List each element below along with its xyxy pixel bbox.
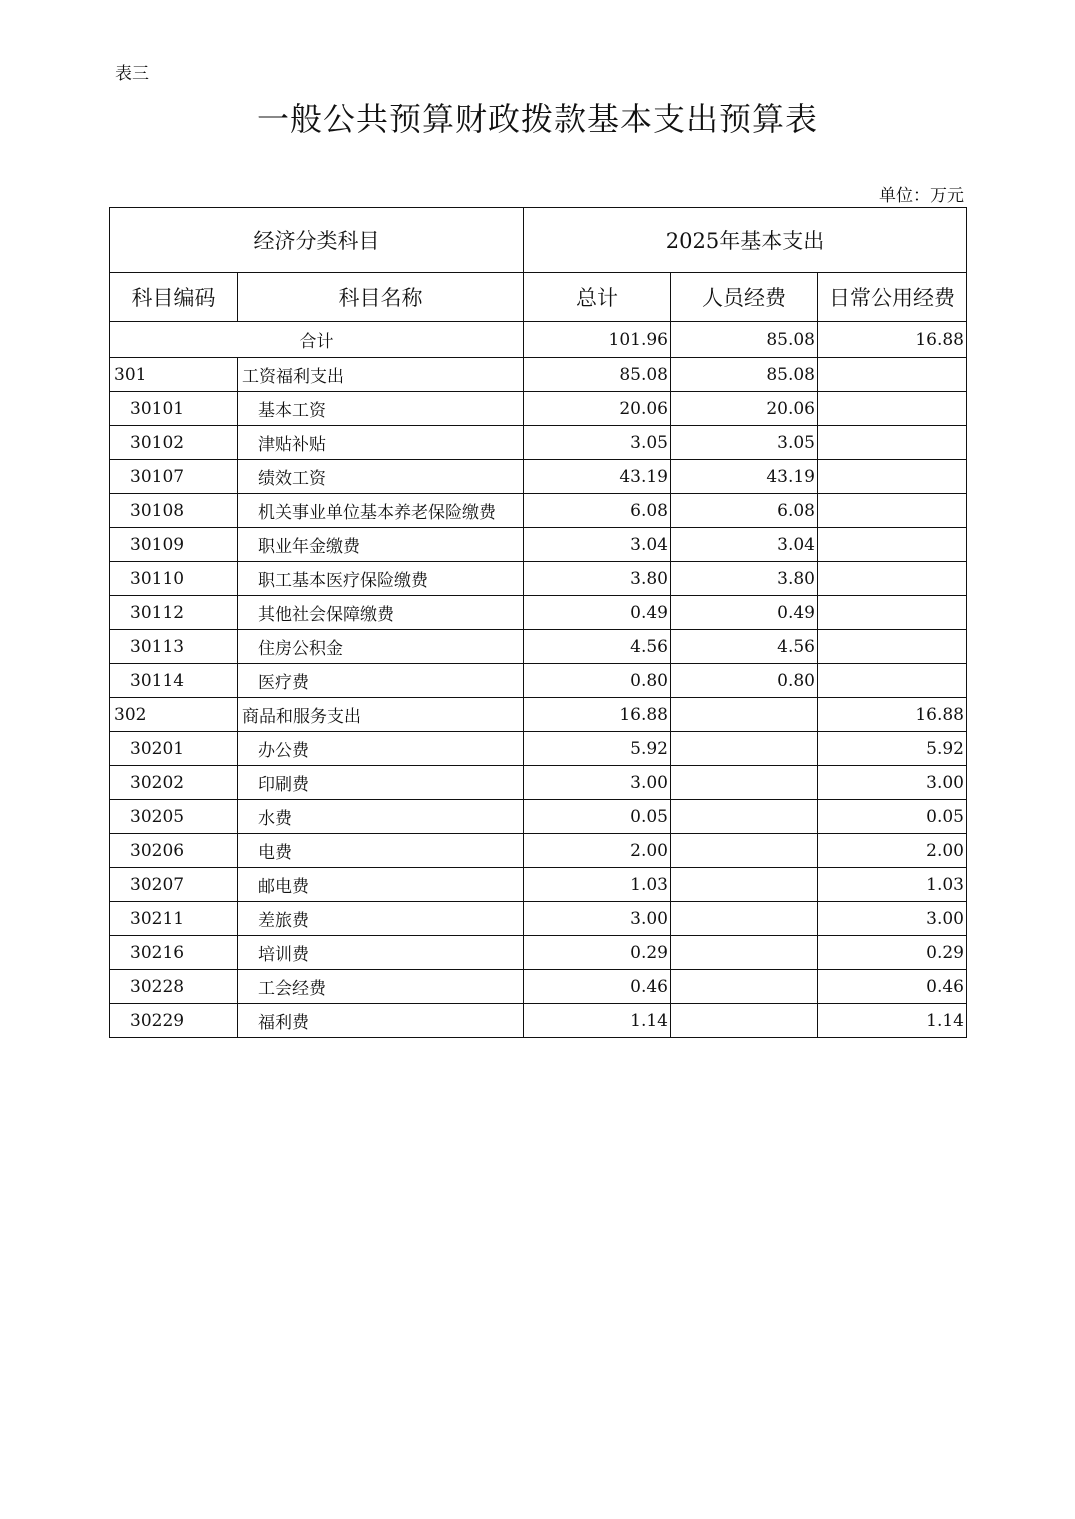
table-row bbox=[110, 936, 967, 970]
total-label: 合计 bbox=[110, 322, 524, 358]
table-row bbox=[110, 358, 967, 392]
header-basic-expenditure: 2025年基本支出 bbox=[524, 208, 967, 273]
row-public: 0.46 bbox=[818, 970, 967, 1004]
row-public: 16.88 bbox=[818, 698, 967, 732]
row-total: 3.04 bbox=[524, 528, 671, 562]
row-personnel bbox=[671, 834, 818, 868]
row-public: 3.00 bbox=[818, 902, 967, 936]
row-total: 43.19 bbox=[524, 460, 671, 494]
row-public: 1.03 bbox=[818, 868, 967, 902]
row-total: 0.80 bbox=[524, 664, 671, 698]
row-public bbox=[818, 460, 967, 494]
table-row bbox=[110, 970, 967, 1004]
table-row bbox=[110, 630, 967, 664]
row-public bbox=[818, 596, 967, 630]
row-name: 工会经费 bbox=[238, 970, 524, 1004]
table-label: 表三 bbox=[115, 64, 149, 84]
row-personnel: 3.05 bbox=[671, 426, 818, 460]
row-total: 3.80 bbox=[524, 562, 671, 596]
table-row bbox=[110, 698, 967, 732]
row-personnel: 4.56 bbox=[671, 630, 818, 664]
row-code: 30202 bbox=[110, 766, 238, 800]
row-code: 30114 bbox=[110, 664, 238, 698]
table-row bbox=[110, 596, 967, 630]
row-name: 福利费 bbox=[238, 1004, 524, 1038]
row-public bbox=[818, 664, 967, 698]
header-row-columns bbox=[110, 273, 967, 322]
row-code: 30107 bbox=[110, 460, 238, 494]
row-code: 30205 bbox=[110, 800, 238, 834]
table-row bbox=[110, 664, 967, 698]
row-code: 30228 bbox=[110, 970, 238, 1004]
row-public bbox=[818, 562, 967, 596]
row-name: 差旅费 bbox=[238, 902, 524, 936]
row-personnel: 6.08 bbox=[671, 494, 818, 528]
row-code: 30207 bbox=[110, 868, 238, 902]
row-name: 工资福利支出 bbox=[238, 358, 524, 392]
row-total: 0.05 bbox=[524, 800, 671, 834]
table-row bbox=[110, 426, 967, 460]
row-name: 职工基本医疗保险缴费 bbox=[238, 562, 524, 596]
row-public: 3.00 bbox=[818, 766, 967, 800]
table-row bbox=[110, 732, 967, 766]
row-total: 0.49 bbox=[524, 596, 671, 630]
row-total: 4.56 bbox=[524, 630, 671, 664]
row-personnel: 3.80 bbox=[671, 562, 818, 596]
row-public bbox=[818, 426, 967, 460]
row-personnel: 20.06 bbox=[671, 392, 818, 426]
table-row bbox=[110, 902, 967, 936]
table-row bbox=[110, 800, 967, 834]
row-public: 2.00 bbox=[818, 834, 967, 868]
row-total: 0.29 bbox=[524, 936, 671, 970]
row-name: 培训费 bbox=[238, 936, 524, 970]
row-public: 5.92 bbox=[818, 732, 967, 766]
row-code: 30112 bbox=[110, 596, 238, 630]
row-personnel bbox=[671, 936, 818, 970]
row-total: 1.03 bbox=[524, 868, 671, 902]
row-total: 3.00 bbox=[524, 902, 671, 936]
row-total: 3.00 bbox=[524, 766, 671, 800]
row-public bbox=[818, 358, 967, 392]
row-personnel: 85.08 bbox=[671, 358, 818, 392]
header-economic-category: 经济分类科目 bbox=[110, 208, 524, 273]
row-personnel: 3.04 bbox=[671, 528, 818, 562]
total-amount: 101.96 bbox=[524, 322, 671, 358]
table-row bbox=[110, 834, 967, 868]
row-personnel bbox=[671, 766, 818, 800]
row-public bbox=[818, 392, 967, 426]
row-personnel bbox=[671, 970, 818, 1004]
row-total: 20.06 bbox=[524, 392, 671, 426]
table-row bbox=[110, 392, 967, 426]
row-public: 0.05 bbox=[818, 800, 967, 834]
row-code: 301 bbox=[110, 358, 238, 392]
table-row bbox=[110, 528, 967, 562]
unit-label: 单位：万元 bbox=[879, 186, 964, 206]
total-public: 16.88 bbox=[818, 322, 967, 358]
table-row bbox=[110, 868, 967, 902]
table-row bbox=[110, 562, 967, 596]
row-name: 其他社会保障缴费 bbox=[238, 596, 524, 630]
row-total: 85.08 bbox=[524, 358, 671, 392]
row-total: 6.08 bbox=[524, 494, 671, 528]
row-code: 30110 bbox=[110, 562, 238, 596]
row-personnel: 0.80 bbox=[671, 664, 818, 698]
row-name: 办公费 bbox=[238, 732, 524, 766]
total-personnel: 85.08 bbox=[671, 322, 818, 358]
row-code: 30229 bbox=[110, 1004, 238, 1038]
budget-table bbox=[109, 207, 967, 1038]
row-code: 30216 bbox=[110, 936, 238, 970]
row-code: 30206 bbox=[110, 834, 238, 868]
row-code: 30109 bbox=[110, 528, 238, 562]
row-code: 30211 bbox=[110, 902, 238, 936]
total-row bbox=[110, 322, 967, 358]
row-name: 水费 bbox=[238, 800, 524, 834]
row-name: 医疗费 bbox=[238, 664, 524, 698]
row-total: 5.92 bbox=[524, 732, 671, 766]
row-name: 商品和服务支出 bbox=[238, 698, 524, 732]
header-name: 科目名称 bbox=[238, 273, 524, 322]
row-code: 30201 bbox=[110, 732, 238, 766]
row-code: 30113 bbox=[110, 630, 238, 664]
row-public bbox=[818, 630, 967, 664]
row-name: 绩效工资 bbox=[238, 460, 524, 494]
row-personnel bbox=[671, 800, 818, 834]
header-code: 科目编码 bbox=[110, 273, 238, 322]
row-personnel bbox=[671, 1004, 818, 1038]
document-title: 一般公共预算财政拨款基本支出预算表 bbox=[256, 100, 818, 138]
row-name: 印刷费 bbox=[238, 766, 524, 800]
header-total: 总计 bbox=[524, 273, 671, 322]
table-row bbox=[110, 1004, 967, 1038]
row-total: 2.00 bbox=[524, 834, 671, 868]
row-code: 30101 bbox=[110, 392, 238, 426]
row-name: 基本工资 bbox=[238, 392, 524, 426]
row-code: 30102 bbox=[110, 426, 238, 460]
row-total: 1.14 bbox=[524, 1004, 671, 1038]
table-row bbox=[110, 460, 967, 494]
row-total: 3.05 bbox=[524, 426, 671, 460]
row-public: 1.14 bbox=[818, 1004, 967, 1038]
header-public: 日常公用经费 bbox=[818, 273, 967, 322]
table-row bbox=[110, 766, 967, 800]
row-public bbox=[818, 494, 967, 528]
row-name: 电费 bbox=[238, 834, 524, 868]
row-code: 302 bbox=[110, 698, 238, 732]
row-total: 0.46 bbox=[524, 970, 671, 1004]
row-name: 津贴补贴 bbox=[238, 426, 524, 460]
row-public bbox=[818, 528, 967, 562]
row-personnel: 43.19 bbox=[671, 460, 818, 494]
row-name: 住房公积金 bbox=[238, 630, 524, 664]
header-row-group bbox=[110, 208, 967, 273]
row-personnel: 0.49 bbox=[671, 596, 818, 630]
row-public: 0.29 bbox=[818, 936, 967, 970]
row-name: 机关事业单位基本养老保险缴费 bbox=[238, 494, 524, 528]
row-name: 邮电费 bbox=[238, 868, 524, 902]
row-personnel bbox=[671, 732, 818, 766]
row-total: 16.88 bbox=[524, 698, 671, 732]
table-row bbox=[110, 494, 967, 528]
row-personnel bbox=[671, 902, 818, 936]
row-code: 30108 bbox=[110, 494, 238, 528]
header-personnel: 人员经费 bbox=[671, 273, 818, 322]
row-name: 职业年金缴费 bbox=[238, 528, 524, 562]
row-personnel bbox=[671, 868, 818, 902]
row-personnel bbox=[671, 698, 818, 732]
